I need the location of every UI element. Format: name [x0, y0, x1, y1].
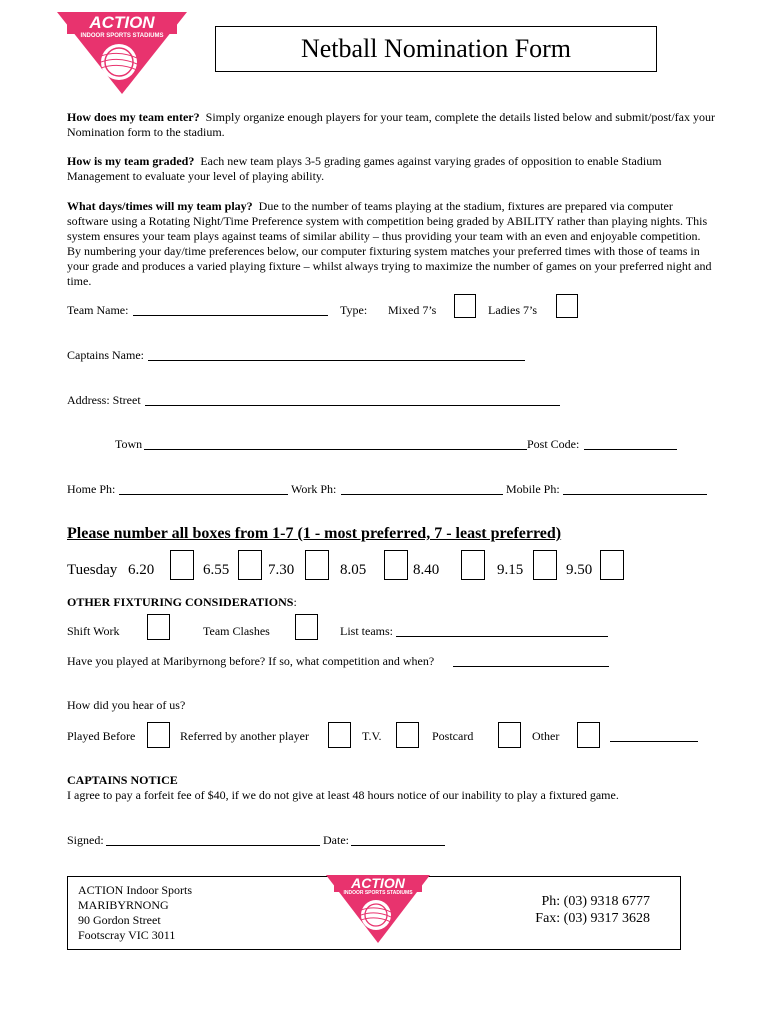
captains-name-label: Captains Name: [67, 348, 144, 362]
tuesday-row [67, 550, 717, 584]
time-label-6: 9.15 [497, 562, 524, 578]
date-field[interactable] [351, 833, 445, 846]
title-box [215, 26, 657, 72]
ladies-checkbox[interactable] [556, 294, 578, 318]
signed-field[interactable] [106, 833, 320, 846]
other-heading [67, 595, 297, 610]
source-other-field[interactable] [610, 729, 698, 742]
mixed-checkbox[interactable] [454, 294, 476, 318]
time-box-7[interactable] [600, 550, 624, 580]
intro-enter [67, 110, 717, 140]
shift-work-checkbox[interactable] [147, 614, 170, 640]
work-ph-field[interactable] [341, 482, 503, 495]
source-tv-label: T.V. [362, 729, 382, 743]
post-code-field[interactable] [584, 437, 677, 450]
footer-address-line-3: 90 Gordon Street [78, 913, 161, 927]
time-box-2[interactable] [238, 550, 262, 580]
time-label-3: 7.30 [268, 562, 295, 578]
time-box-5[interactable] [461, 550, 485, 580]
town-label: Town [115, 437, 143, 451]
mixed-label: Mixed 7’s [388, 303, 437, 317]
list-teams-label: List teams: [340, 624, 393, 638]
other-heading-text: OTHER FIXTURING CONSIDERATIONS [67, 595, 294, 609]
time-label-4: 8.05 [340, 562, 367, 578]
type-label: Type: [340, 303, 368, 317]
logo-brand: ACTION [89, 13, 155, 32]
time-box-3[interactable] [305, 550, 329, 580]
source-postcard-checkbox[interactable] [498, 722, 521, 748]
home-ph-field[interactable] [119, 482, 288, 495]
action-logo [57, 10, 187, 96]
footer-address-line-4: Footscray VIC 3011 [78, 928, 176, 942]
team-name-field[interactable] [133, 303, 328, 316]
footer-phone: Ph: (03) 9318 6777 [541, 894, 650, 909]
footer-address-line-1: ACTION Indoor Sports [78, 883, 192, 897]
source-other-label: Other [532, 729, 560, 743]
page-title: Netball Nomination Form [300, 34, 572, 63]
intro-enter-answer: Simply organize enough players for your team, complete the details listed below and submit/post/fax your Nomination form to the stadium. [67, 110, 715, 139]
time-box-6[interactable] [533, 550, 557, 580]
notice-heading: CAPTAINS NOTICE [67, 773, 178, 787]
post-code-label: Post Code: [527, 437, 580, 451]
intro-times-answer: Due to the number of teams playing at the stadium, fixtures are prepared via computer software using a Rotating Night/Time Preference system with competition being graded by ABILITY rather than playing nights. This system ensures your team plays against teams of similar ability – thus providing your team with an even and enjoyable competition. By numbering your day/time preferences below, our computer fixturing system matches your preferred times with those of teams in your grade and produces a varied playing fixture – whilst always trying to maximize the number of games on your preferred night and time. [67, 199, 712, 288]
source-played-before-label: Played Before [67, 729, 136, 743]
played-before-question: Have you played at Maribyrnong before? If so, what competition and when? [67, 654, 435, 668]
time-label-7: 9.50 [566, 562, 593, 578]
shift-work-label: Shift Work [67, 624, 120, 638]
work-ph-label: Work Ph: [291, 482, 337, 496]
team-clashes-checkbox[interactable] [295, 614, 318, 640]
preferences-heading: Please number all boxes from 1-7 (1 - most preferred, 7 - least preferred) [67, 525, 562, 542]
intro-enter-question: How does my team enter? [67, 110, 200, 124]
intro-times-question: What days/times will my team play? [67, 199, 253, 213]
captains-name-field[interactable] [148, 348, 525, 361]
played-before-field[interactable] [453, 654, 609, 667]
footer-logo-subtitle: INDOOR SPORTS STADIUMS [343, 890, 413, 896]
footer-logo-brand: ACTION [351, 875, 405, 891]
source-other-checkbox[interactable] [577, 722, 600, 748]
mobile-ph-label: Mobile Ph: [506, 482, 560, 496]
team-name-label: Team Name: [67, 303, 129, 317]
ladies-label: Ladies 7’s [488, 303, 537, 317]
team-clashes-label: Team Clashes [203, 624, 270, 638]
day-label: Tuesday [67, 562, 118, 578]
address-street-field[interactable] [145, 393, 560, 406]
intro-graded [67, 154, 717, 184]
intro-graded-answer: Each new team plays 3-5 grading games against varying grades of opposition to enable Stadium Management to evaluate your level of playing ability. [67, 154, 662, 183]
hear-question: How did you hear of us? [67, 698, 186, 712]
source-tv-checkbox[interactable] [396, 722, 419, 748]
time-label-1: 6.20 [128, 562, 155, 578]
list-teams-field[interactable] [396, 624, 608, 637]
town-field[interactable] [144, 437, 527, 450]
source-played-before-checkbox[interactable] [147, 722, 170, 748]
home-ph-label: Home Ph: [67, 482, 116, 496]
footer-address-line-2: MARIBYRNONG [78, 898, 169, 912]
source-postcard-label: Postcard [432, 729, 474, 743]
signed-label: Signed: [67, 833, 104, 847]
source-referred-checkbox[interactable] [328, 722, 351, 748]
date-label: Date: [323, 833, 349, 847]
notice-text: I agree to pay a forfeit fee of $40, if we do not give at least 48 hours notice of our inability to play a fixtured game. [67, 788, 619, 802]
mobile-ph-field[interactable] [563, 482, 707, 495]
footer-fax: Fax: (03) 9317 3628 [535, 911, 650, 926]
time-label-2: 6.55 [203, 562, 230, 578]
address-street-label: Address: Street [67, 393, 141, 407]
intro-graded-question: How is my team graded? [67, 154, 195, 168]
intro-times [67, 199, 717, 289]
time-box-1[interactable] [170, 550, 194, 580]
footer-box [67, 876, 681, 950]
logo-subtitle: INDOOR SPORTS STADIUMS [80, 33, 164, 39]
time-box-4[interactable] [384, 550, 408, 580]
footer-logo [326, 873, 430, 945]
source-referred-label: Referred by another player [180, 729, 309, 743]
other-heading-colon: : [293, 595, 297, 609]
time-label-5: 8.40 [413, 562, 440, 578]
